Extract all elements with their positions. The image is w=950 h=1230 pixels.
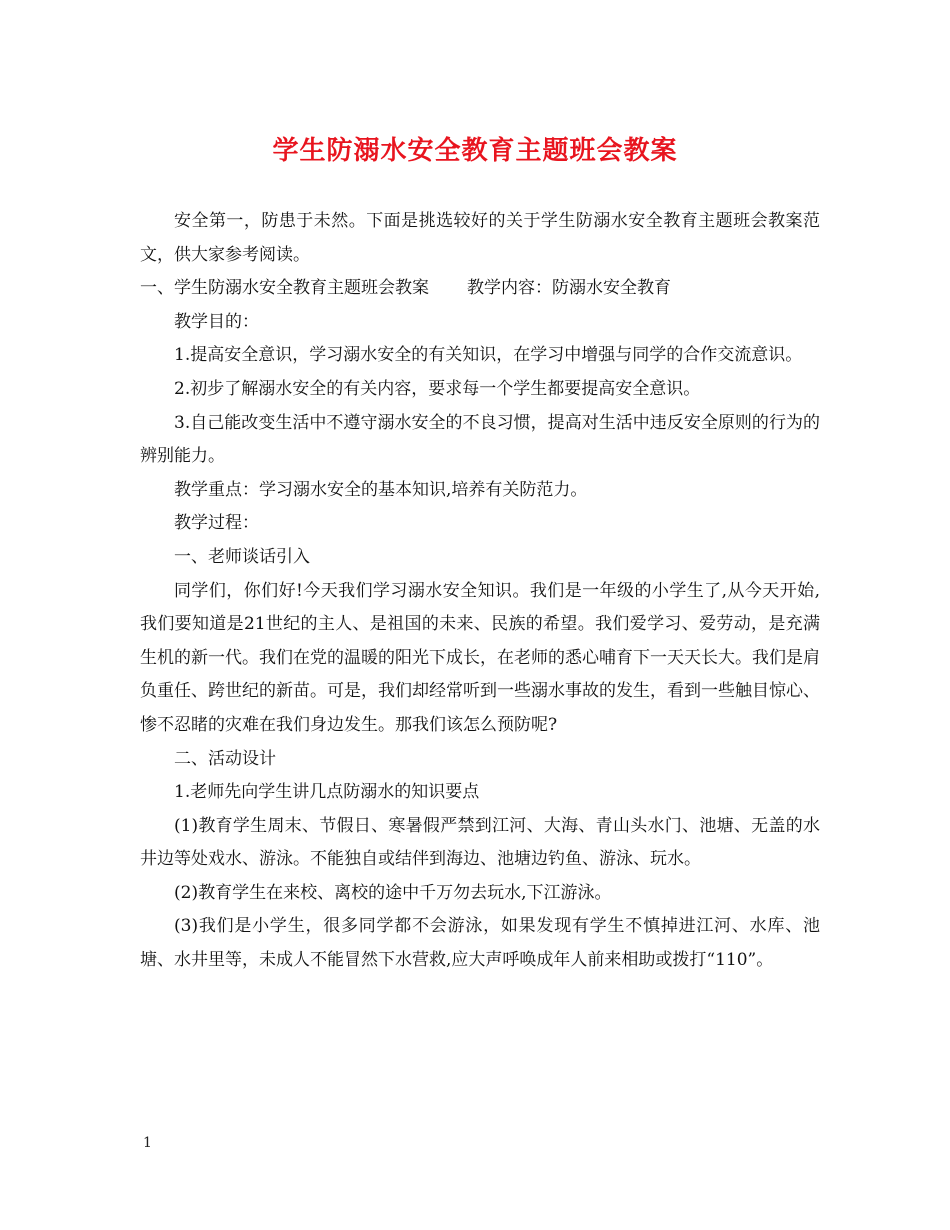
paragraph-objectives-label: 教学目的： — [174, 311, 259, 332]
paragraph-objective-2: 2.初步了解溺水安全的有关内容，要求每一个学生都要提高安全意识。 — [174, 378, 701, 399]
document-title: 学生防溺水安全教育主题班会教案 — [272, 136, 678, 166]
paragraph-section-one: 一、老师谈话引入 — [174, 546, 310, 567]
paragraph-objective-1: 1.提高安全意识，学习溺水安全的有关知识，在学习中增强与同学的合作交流意识。 — [174, 345, 803, 366]
section-heading-left: 一、学生防溺水安全教育主题班会教案 — [140, 278, 429, 299]
paragraph-item-1: (1)教育学生周末、节假日、寒暑假严禁到江河、大海、青山头水门、池塘、无盖的水井边等处戏水、游泳。不能独自或结伴到海边、池塘边钓鱼、游泳、玩水。 — [140, 815, 820, 870]
paragraph-section-two: 二、活动设计 — [174, 748, 276, 769]
paragraph-objective-3: 3.自己能改变生活中不遵守溺水安全的不良习惯，提高对生活中违反安全原则的行为的辨别能力。 — [140, 412, 820, 467]
section-heading-line — [140, 272, 820, 306]
paragraph-key-points: 教学重点：学习溺水安全的基本知识,培养有关防范力。 — [174, 479, 588, 500]
section-heading-right: 教学内容：防溺水安全教育 — [467, 278, 671, 299]
intro-paragraph: 安全第一，防患于未然。下面是挑选较好的关于学生防溺水安全教育主题班会教案范文，供大家参考阅读。 — [140, 211, 820, 265]
paragraph-knowledge-points: 1.老师先向学生讲几点防溺水的知识要点 — [174, 782, 480, 803]
paragraph-teacher-talk: 同学们，你们好!今天我们学习溺水安全知识。我们是一年级的小学生了,从今天开始,我们要知道是21世纪的主人、是祖国的未来、民族的希望。我们爱学习、爱劳动，是充满生机的新一代。我们在党的温暖的阳光下成长，在老师的悉心哺育下一天天长大。我们是肩负重任、跨世纪的新苗。可是，我们却经常听到一些溺水事故的发生，看到一些触目惊心、惨不忍睹的灾难在我们身边发生。那我们该怎么预防呢? — [140, 580, 820, 735]
paragraph-process-label: 教学过程： — [174, 513, 259, 534]
paragraph-item-2: (2)教育学生在来校、离校的途中千万勿去玩水,下江游泳。 — [174, 882, 612, 903]
document-body — [140, 205, 820, 978]
page-number: 1 — [143, 1135, 152, 1151]
paragraph-item-3: (3)我们是小学生，很多同学都不会游泳，如果发现有学生不慎掉进江河、水库、池塘、水井里等，未成人不能冒然下水营救,应大声呼唤成年人前来相助或拨打“110”。 — [140, 916, 820, 971]
